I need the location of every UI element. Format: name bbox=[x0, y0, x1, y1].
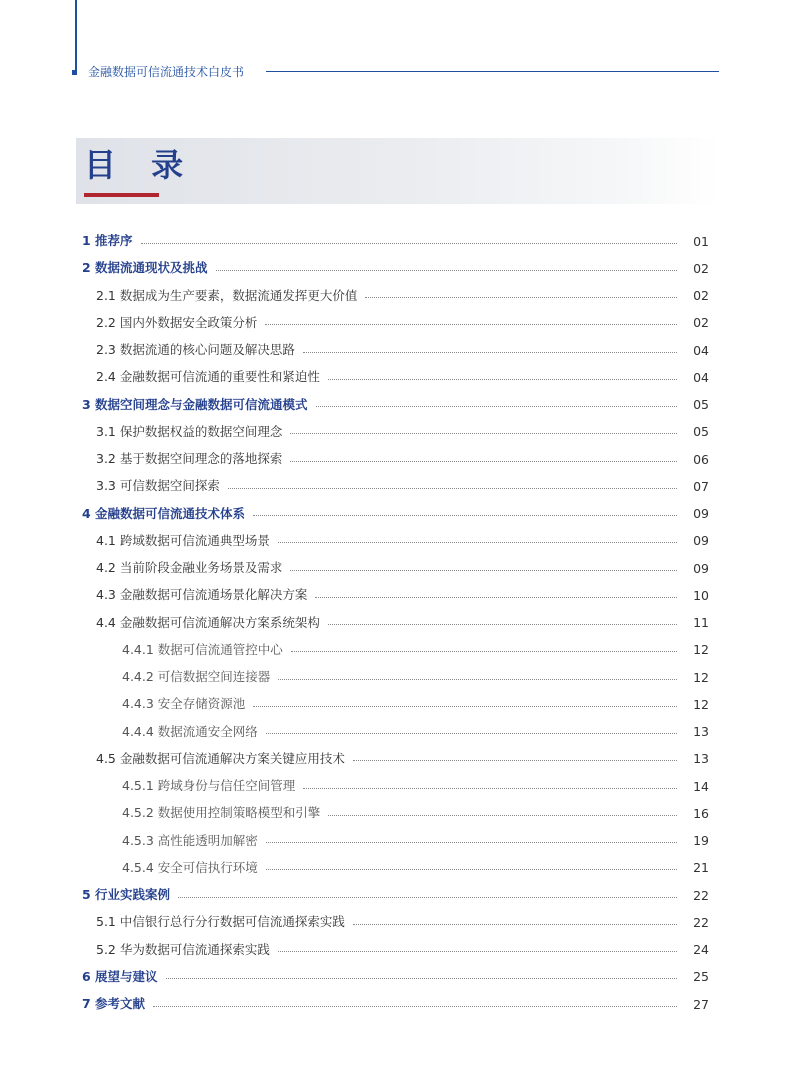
toc-entry[interactable] bbox=[0, 722, 793, 742]
dot-leader bbox=[303, 788, 677, 789]
toc-entry-page: 14 bbox=[693, 778, 709, 794]
toc-entry-page: 13 bbox=[693, 751, 709, 767]
dot-leader bbox=[290, 433, 677, 434]
toc-entry[interactable] bbox=[0, 531, 793, 551]
toc-entry-label: 4.5.1 跨域身份与信任空间管理 bbox=[122, 778, 296, 793]
toc-entry-label: 4.4 金融数据可信流通解决方案系统架构 bbox=[96, 614, 320, 630]
dot-leader bbox=[178, 897, 677, 898]
toc-entry-page: 09 bbox=[693, 533, 709, 549]
toc-entry[interactable] bbox=[0, 776, 793, 796]
toc-entry-page: 04 bbox=[693, 369, 709, 385]
toc-entry-label: 2.2 国内外数据安全政策分析 bbox=[96, 314, 258, 330]
toc-entry[interactable] bbox=[0, 231, 793, 251]
toc-entry-page: 04 bbox=[693, 342, 709, 358]
toc-entry[interactable] bbox=[0, 340, 793, 360]
dot-leader bbox=[353, 924, 677, 925]
dot-leader bbox=[328, 624, 677, 625]
toc-entry-page: 11 bbox=[693, 615, 709, 630]
toc-entry-page: 02 bbox=[693, 288, 709, 303]
toc-entry-label: 5.1 中信银行总行分行数据可信流通探索实践 bbox=[96, 914, 345, 930]
toc-entry-page: 10 bbox=[693, 587, 709, 603]
toc-entry-label: 4.5 金融数据可信流通解决方案关键应用技术 bbox=[96, 750, 345, 766]
toc-entry[interactable] bbox=[0, 258, 793, 278]
toc-entry-label: 5 行业实践案例 bbox=[82, 887, 171, 902]
toc-entry[interactable] bbox=[0, 449, 793, 469]
toc-entry[interactable] bbox=[0, 395, 793, 415]
toc-entry-label: 4.4.4 数据流通安全网络 bbox=[122, 723, 258, 739]
dot-leader bbox=[228, 488, 677, 489]
toc-entry-label: 4.5.4 安全可信执行环境 bbox=[122, 859, 258, 875]
toc-entry-page: 02 bbox=[693, 315, 709, 331]
dot-leader bbox=[266, 869, 677, 870]
toc-entry[interactable] bbox=[0, 476, 793, 496]
dot-leader bbox=[290, 461, 677, 462]
toc-entry-label: 4.5.3 高性能透明加解密 bbox=[122, 832, 258, 848]
toc-entry-label: 2.4 金融数据可信流通的重要性和紧迫性 bbox=[96, 369, 320, 385]
toc-entry-page: 13 bbox=[693, 724, 709, 739]
toc-entry[interactable] bbox=[0, 967, 793, 987]
toc-entry[interactable] bbox=[0, 667, 793, 687]
toc-entry-label: 4.4.1 数据可信流通管控中心 bbox=[122, 641, 283, 657]
dot-leader bbox=[141, 243, 677, 244]
toc-entry-label: 4.2 当前阶段金融业务场景及需求 bbox=[96, 560, 283, 575]
toc-entry-page: 01 bbox=[693, 233, 709, 249]
dot-leader bbox=[278, 542, 677, 543]
dot-leader bbox=[328, 379, 677, 380]
dot-leader bbox=[291, 651, 677, 652]
toc-entry-page: 12 bbox=[693, 696, 709, 712]
toc-entry-page: 09 bbox=[693, 560, 709, 576]
toc-entry[interactable] bbox=[0, 422, 793, 442]
toc-entry-label: 6 展望与建议 bbox=[82, 968, 158, 984]
dot-leader bbox=[166, 978, 677, 979]
toc-entry[interactable] bbox=[0, 640, 793, 660]
toc-entry-label: 4.4.2 可信数据空间连接器 bbox=[122, 669, 271, 684]
dot-leader bbox=[315, 597, 677, 598]
toc-entry-page: 02 bbox=[693, 260, 709, 276]
dot-leader bbox=[290, 570, 677, 571]
dot-leader bbox=[265, 324, 677, 325]
toc-entry-label: 5.2 华为数据可信流通探索实践 bbox=[96, 941, 270, 957]
toc-entry-label: 3.1 保护数据权益的数据空间理念 bbox=[96, 423, 283, 439]
toc-entry-label: 7 参考文献 bbox=[82, 996, 146, 1011]
toc-entry-page: 21 bbox=[693, 860, 709, 876]
toc-entry-label: 3.3 可信数据空间探索 bbox=[96, 478, 220, 494]
dot-leader bbox=[303, 352, 677, 353]
dot-leader bbox=[266, 733, 677, 734]
toc-entry[interactable] bbox=[0, 694, 793, 714]
toc-entry[interactable] bbox=[0, 994, 793, 1014]
dot-leader bbox=[266, 842, 677, 843]
toc-entry-label: 3.2 基于数据空间理念的落地探索 bbox=[96, 451, 283, 466]
toc-entry[interactable] bbox=[0, 858, 793, 878]
toc-entry-page: 05 bbox=[693, 397, 709, 412]
dot-leader bbox=[153, 1006, 677, 1007]
toc-entry-label: 3 数据空间理念与金融数据可信流通模式 bbox=[82, 396, 308, 412]
dot-leader bbox=[353, 760, 677, 761]
toc-entry-label: 2 数据流通现状及挑战 bbox=[82, 260, 208, 276]
toc-entry-page: 25 bbox=[693, 969, 709, 985]
toc-entry-page: 09 bbox=[693, 506, 709, 521]
toc-entry-page: 12 bbox=[693, 669, 709, 685]
toc-entry[interactable] bbox=[0, 912, 793, 932]
toc-entry[interactable] bbox=[0, 504, 793, 524]
toc-entry-label: 4.4.3 安全存储资源池 bbox=[122, 696, 246, 712]
toc-entry[interactable] bbox=[0, 803, 793, 823]
toc-entry-page: 16 bbox=[693, 805, 709, 821]
document-title: 金融数据可信流通技术白皮书 bbox=[88, 65, 245, 79]
dot-leader bbox=[365, 297, 677, 298]
toc-heading: 目 录 bbox=[84, 146, 196, 184]
toc-entry[interactable] bbox=[0, 885, 793, 905]
toc-entry[interactable] bbox=[0, 313, 793, 333]
toc-entry-label: 2.1 数据成为生产要素，数据流通发挥更大价值 bbox=[96, 287, 358, 303]
toc-entry-label: 4.3 金融数据可信流通场景化解决方案 bbox=[96, 587, 308, 603]
toc-entry[interactable] bbox=[0, 585, 793, 605]
toc-entry[interactable] bbox=[0, 831, 793, 851]
toc-entry[interactable] bbox=[0, 286, 793, 306]
dot-leader bbox=[278, 679, 677, 680]
toc-entry-label: 2.3 数据流通的核心问题及解决思路 bbox=[96, 342, 295, 357]
dot-leader bbox=[328, 815, 677, 816]
toc-entry-page: 12 bbox=[693, 642, 709, 658]
dot-leader bbox=[253, 706, 677, 707]
toc-entry-page: 07 bbox=[693, 478, 709, 494]
toc-entry-label: 4.5.2 数据使用控制策略模型和引擎 bbox=[122, 805, 321, 821]
toc-entry[interactable] bbox=[0, 367, 793, 387]
toc-entry-page: 27 bbox=[693, 996, 709, 1012]
toc-entry-page: 22 bbox=[693, 887, 709, 903]
toc-entry-page: 19 bbox=[693, 833, 709, 848]
toc-entry-page: 24 bbox=[693, 942, 709, 957]
toc-entry[interactable] bbox=[0, 613, 793, 633]
dot-leader bbox=[253, 515, 677, 516]
toc-entry-label: 4.1 跨域数据可信流通典型场景 bbox=[96, 532, 270, 548]
dot-leader bbox=[216, 270, 677, 271]
toc-entry[interactable] bbox=[0, 558, 793, 578]
dot-leader bbox=[316, 406, 677, 407]
toc-entry-page: 05 bbox=[693, 424, 709, 440]
toc-entry[interactable] bbox=[0, 940, 793, 960]
toc-entry-label: 4 金融数据可信流通技术体系 bbox=[82, 505, 246, 521]
toc-entry-page: 06 bbox=[693, 451, 709, 467]
toc-entry[interactable] bbox=[0, 749, 793, 769]
toc-entry-page: 22 bbox=[693, 914, 709, 930]
dot-leader bbox=[278, 951, 677, 952]
toc-entry-label: 1 推荐序 bbox=[82, 233, 133, 248]
